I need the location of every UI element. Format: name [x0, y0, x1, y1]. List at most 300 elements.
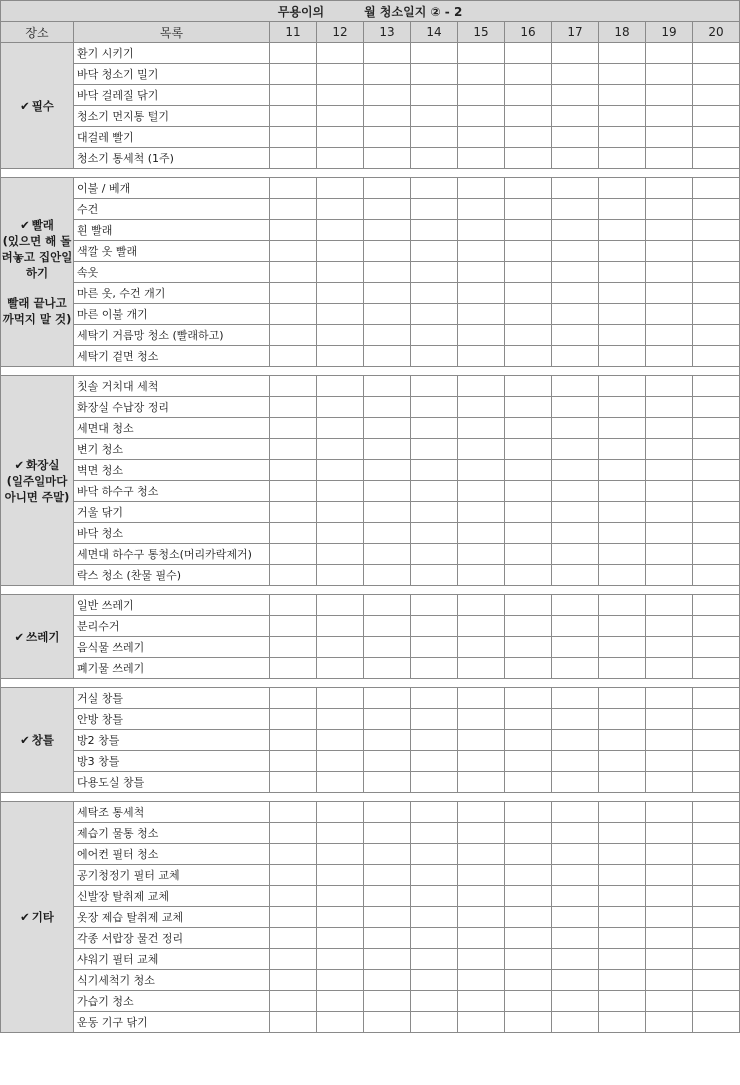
check-cell[interactable] [411, 178, 458, 199]
check-cell[interactable] [693, 64, 740, 85]
check-cell[interactable] [364, 709, 411, 730]
check-cell[interactable] [552, 970, 599, 991]
check-cell[interactable] [599, 199, 646, 220]
check-cell[interactable] [411, 43, 458, 64]
check-cell[interactable] [411, 523, 458, 544]
check-cell[interactable] [599, 220, 646, 241]
check-cell[interactable] [364, 85, 411, 106]
check-cell[interactable] [693, 220, 740, 241]
check-cell[interactable] [552, 439, 599, 460]
check-cell[interactable] [411, 637, 458, 658]
check-cell[interactable] [270, 178, 317, 199]
check-cell[interactable] [646, 262, 693, 283]
check-cell[interactable] [646, 523, 693, 544]
check-cell[interactable] [458, 772, 505, 793]
check-cell[interactable] [552, 772, 599, 793]
check-cell[interactable] [646, 127, 693, 148]
check-cell[interactable] [693, 907, 740, 928]
check-cell[interactable] [505, 991, 552, 1012]
check-cell[interactable] [458, 43, 505, 64]
check-cell[interactable] [364, 397, 411, 418]
check-cell[interactable] [270, 544, 317, 565]
check-cell[interactable] [505, 220, 552, 241]
check-cell[interactable] [270, 523, 317, 544]
check-cell[interactable] [693, 418, 740, 439]
check-cell[interactable] [693, 346, 740, 367]
check-cell[interactable] [411, 823, 458, 844]
check-cell[interactable] [270, 751, 317, 772]
check-cell[interactable] [411, 709, 458, 730]
check-cell[interactable] [552, 220, 599, 241]
check-cell[interactable] [458, 127, 505, 148]
check-cell[interactable] [599, 502, 646, 523]
check-cell[interactable] [599, 178, 646, 199]
check-cell[interactable] [411, 85, 458, 106]
check-cell[interactable] [693, 844, 740, 865]
check-cell[interactable] [270, 481, 317, 502]
check-cell[interactable] [646, 616, 693, 637]
check-cell[interactable] [693, 262, 740, 283]
check-cell[interactable] [599, 376, 646, 397]
check-cell[interactable] [411, 928, 458, 949]
check-cell[interactable] [599, 688, 646, 709]
check-cell[interactable] [693, 544, 740, 565]
check-cell[interactable] [411, 751, 458, 772]
check-cell[interactable] [458, 397, 505, 418]
check-cell[interactable] [505, 460, 552, 481]
check-cell[interactable] [505, 751, 552, 772]
check-cell[interactable] [364, 325, 411, 346]
check-cell[interactable] [270, 730, 317, 751]
check-cell[interactable] [364, 688, 411, 709]
check-cell[interactable] [552, 595, 599, 616]
check-cell[interactable] [505, 346, 552, 367]
check-cell[interactable] [411, 565, 458, 586]
check-cell[interactable] [693, 199, 740, 220]
check-cell[interactable] [505, 970, 552, 991]
check-cell[interactable] [552, 199, 599, 220]
check-cell[interactable] [646, 241, 693, 262]
check-cell[interactable] [317, 637, 364, 658]
check-cell[interactable] [458, 565, 505, 586]
check-cell[interactable] [458, 106, 505, 127]
check-cell[interactable] [458, 844, 505, 865]
check-cell[interactable] [317, 865, 364, 886]
check-cell[interactable] [646, 283, 693, 304]
check-cell[interactable] [458, 418, 505, 439]
check-cell[interactable] [693, 460, 740, 481]
check-cell[interactable] [317, 199, 364, 220]
check-cell[interactable] [458, 730, 505, 751]
check-cell[interactable] [552, 376, 599, 397]
check-cell[interactable] [646, 376, 693, 397]
check-cell[interactable] [552, 106, 599, 127]
check-cell[interactable] [317, 481, 364, 502]
check-cell[interactable] [599, 439, 646, 460]
check-cell[interactable] [364, 970, 411, 991]
check-cell[interactable] [270, 262, 317, 283]
check-cell[interactable] [458, 865, 505, 886]
check-cell[interactable] [693, 949, 740, 970]
check-cell[interactable] [505, 1012, 552, 1033]
check-cell[interactable] [411, 730, 458, 751]
check-cell[interactable] [364, 730, 411, 751]
check-cell[interactable] [364, 523, 411, 544]
check-cell[interactable] [317, 544, 364, 565]
check-cell[interactable] [552, 544, 599, 565]
check-cell[interactable] [364, 1012, 411, 1033]
check-cell[interactable] [505, 325, 552, 346]
check-cell[interactable] [411, 949, 458, 970]
check-cell[interactable] [364, 844, 411, 865]
check-cell[interactable] [552, 241, 599, 262]
check-cell[interactable] [458, 283, 505, 304]
check-cell[interactable] [505, 595, 552, 616]
check-cell[interactable] [693, 304, 740, 325]
check-cell[interactable] [599, 127, 646, 148]
check-cell[interactable] [364, 220, 411, 241]
check-cell[interactable] [364, 418, 411, 439]
check-cell[interactable] [317, 709, 364, 730]
check-cell[interactable] [693, 148, 740, 169]
check-cell[interactable] [599, 481, 646, 502]
check-cell[interactable] [364, 865, 411, 886]
check-cell[interactable] [458, 262, 505, 283]
check-cell[interactable] [693, 823, 740, 844]
check-cell[interactable] [599, 709, 646, 730]
check-cell[interactable] [552, 523, 599, 544]
check-cell[interactable] [364, 199, 411, 220]
check-cell[interactable] [505, 658, 552, 679]
check-cell[interactable] [270, 85, 317, 106]
check-cell[interactable] [505, 844, 552, 865]
check-cell[interactable] [270, 970, 317, 991]
check-cell[interactable] [693, 85, 740, 106]
check-cell[interactable] [364, 304, 411, 325]
check-cell[interactable] [693, 481, 740, 502]
check-cell[interactable] [646, 148, 693, 169]
check-cell[interactable] [646, 823, 693, 844]
check-cell[interactable] [458, 907, 505, 928]
check-cell[interactable] [693, 502, 740, 523]
check-cell[interactable] [646, 220, 693, 241]
check-cell[interactable] [505, 823, 552, 844]
check-cell[interactable] [505, 565, 552, 586]
check-cell[interactable] [411, 658, 458, 679]
check-cell[interactable] [317, 106, 364, 127]
check-cell[interactable] [505, 730, 552, 751]
check-cell[interactable] [411, 460, 458, 481]
check-cell[interactable] [364, 802, 411, 823]
check-cell[interactable] [646, 43, 693, 64]
check-cell[interactable] [693, 565, 740, 586]
check-cell[interactable] [270, 127, 317, 148]
check-cell[interactable] [458, 544, 505, 565]
check-cell[interactable] [599, 970, 646, 991]
check-cell[interactable] [270, 376, 317, 397]
check-cell[interactable] [552, 802, 599, 823]
check-cell[interactable] [552, 751, 599, 772]
check-cell[interactable] [599, 844, 646, 865]
check-cell[interactable] [599, 106, 646, 127]
check-cell[interactable] [317, 43, 364, 64]
check-cell[interactable] [646, 64, 693, 85]
check-cell[interactable] [693, 637, 740, 658]
check-cell[interactable] [552, 85, 599, 106]
check-cell[interactable] [317, 127, 364, 148]
check-cell[interactable] [411, 502, 458, 523]
check-cell[interactable] [505, 907, 552, 928]
check-cell[interactable] [599, 544, 646, 565]
check-cell[interactable] [364, 346, 411, 367]
check-cell[interactable] [458, 886, 505, 907]
check-cell[interactable] [317, 148, 364, 169]
check-cell[interactable] [693, 106, 740, 127]
check-cell[interactable] [411, 907, 458, 928]
check-cell[interactable] [599, 730, 646, 751]
check-cell[interactable] [599, 1012, 646, 1033]
check-cell[interactable] [458, 928, 505, 949]
check-cell[interactable] [317, 418, 364, 439]
check-cell[interactable] [411, 148, 458, 169]
check-cell[interactable] [505, 64, 552, 85]
check-cell[interactable] [646, 106, 693, 127]
check-cell[interactable] [270, 1012, 317, 1033]
check-cell[interactable] [411, 544, 458, 565]
check-cell[interactable] [411, 802, 458, 823]
check-cell[interactable] [364, 43, 411, 64]
check-cell[interactable] [599, 148, 646, 169]
check-cell[interactable] [317, 1012, 364, 1033]
check-cell[interactable] [270, 304, 317, 325]
check-cell[interactable] [270, 397, 317, 418]
check-cell[interactable] [411, 616, 458, 637]
check-cell[interactable] [505, 772, 552, 793]
check-cell[interactable] [646, 658, 693, 679]
check-cell[interactable] [646, 886, 693, 907]
check-cell[interactable] [317, 730, 364, 751]
check-cell[interactable] [599, 865, 646, 886]
check-cell[interactable] [599, 325, 646, 346]
check-cell[interactable] [317, 325, 364, 346]
check-cell[interactable] [364, 658, 411, 679]
check-cell[interactable] [552, 148, 599, 169]
check-cell[interactable] [364, 106, 411, 127]
check-cell[interactable] [693, 376, 740, 397]
check-cell[interactable] [646, 709, 693, 730]
check-cell[interactable] [270, 64, 317, 85]
check-cell[interactable] [411, 199, 458, 220]
check-cell[interactable] [458, 439, 505, 460]
check-cell[interactable] [552, 325, 599, 346]
check-cell[interactable] [599, 523, 646, 544]
check-cell[interactable] [458, 991, 505, 1012]
check-cell[interactable] [364, 616, 411, 637]
check-cell[interactable] [364, 595, 411, 616]
check-cell[interactable] [317, 376, 364, 397]
check-cell[interactable] [599, 283, 646, 304]
check-cell[interactable] [458, 502, 505, 523]
check-cell[interactable] [458, 325, 505, 346]
check-cell[interactable] [270, 928, 317, 949]
check-cell[interactable] [599, 949, 646, 970]
check-cell[interactable] [646, 502, 693, 523]
check-cell[interactable] [505, 802, 552, 823]
check-cell[interactable] [317, 460, 364, 481]
check-cell[interactable] [317, 85, 364, 106]
check-cell[interactable] [364, 127, 411, 148]
check-cell[interactable] [599, 772, 646, 793]
check-cell[interactable] [270, 106, 317, 127]
check-cell[interactable] [505, 928, 552, 949]
check-cell[interactable] [599, 907, 646, 928]
check-cell[interactable] [552, 949, 599, 970]
check-cell[interactable] [458, 637, 505, 658]
check-cell[interactable] [693, 886, 740, 907]
check-cell[interactable] [552, 928, 599, 949]
check-cell[interactable] [270, 949, 317, 970]
check-cell[interactable] [693, 43, 740, 64]
check-cell[interactable] [693, 325, 740, 346]
check-cell[interactable] [270, 502, 317, 523]
check-cell[interactable] [646, 418, 693, 439]
check-cell[interactable] [552, 397, 599, 418]
check-cell[interactable] [646, 907, 693, 928]
check-cell[interactable] [458, 460, 505, 481]
check-cell[interactable] [317, 64, 364, 85]
check-cell[interactable] [411, 220, 458, 241]
check-cell[interactable] [693, 658, 740, 679]
check-cell[interactable] [599, 262, 646, 283]
check-cell[interactable] [364, 460, 411, 481]
check-cell[interactable] [317, 751, 364, 772]
check-cell[interactable] [458, 148, 505, 169]
check-cell[interactable] [599, 991, 646, 1012]
check-cell[interactable] [458, 658, 505, 679]
check-cell[interactable] [646, 481, 693, 502]
check-cell[interactable] [693, 970, 740, 991]
check-cell[interactable] [270, 658, 317, 679]
check-cell[interactable] [646, 751, 693, 772]
check-cell[interactable] [458, 970, 505, 991]
check-cell[interactable] [646, 460, 693, 481]
check-cell[interactable] [599, 637, 646, 658]
check-cell[interactable] [317, 688, 364, 709]
check-cell[interactable] [646, 439, 693, 460]
check-cell[interactable] [599, 397, 646, 418]
check-cell[interactable] [364, 823, 411, 844]
check-cell[interactable] [317, 262, 364, 283]
check-cell[interactable] [505, 127, 552, 148]
check-cell[interactable] [552, 127, 599, 148]
check-cell[interactable] [364, 991, 411, 1012]
check-cell[interactable] [646, 949, 693, 970]
check-cell[interactable] [411, 1012, 458, 1033]
check-cell[interactable] [646, 199, 693, 220]
check-cell[interactable] [270, 346, 317, 367]
check-cell[interactable] [411, 970, 458, 991]
check-cell[interactable] [458, 304, 505, 325]
check-cell[interactable] [364, 886, 411, 907]
check-cell[interactable] [552, 688, 599, 709]
check-cell[interactable] [411, 865, 458, 886]
check-cell[interactable] [458, 595, 505, 616]
check-cell[interactable] [599, 886, 646, 907]
check-cell[interactable] [411, 418, 458, 439]
check-cell[interactable] [317, 928, 364, 949]
check-cell[interactable] [317, 178, 364, 199]
check-cell[interactable] [505, 418, 552, 439]
check-cell[interactable] [270, 844, 317, 865]
check-cell[interactable] [552, 709, 599, 730]
check-cell[interactable] [599, 658, 646, 679]
check-cell[interactable] [411, 64, 458, 85]
check-cell[interactable] [317, 241, 364, 262]
check-cell[interactable] [411, 688, 458, 709]
check-cell[interactable] [270, 637, 317, 658]
check-cell[interactable] [552, 907, 599, 928]
check-cell[interactable] [646, 178, 693, 199]
check-cell[interactable] [364, 544, 411, 565]
check-cell[interactable] [693, 523, 740, 544]
check-cell[interactable] [364, 502, 411, 523]
check-cell[interactable] [270, 616, 317, 637]
check-cell[interactable] [693, 127, 740, 148]
check-cell[interactable] [505, 43, 552, 64]
check-cell[interactable] [552, 823, 599, 844]
check-cell[interactable] [270, 43, 317, 64]
check-cell[interactable] [458, 376, 505, 397]
check-cell[interactable] [646, 544, 693, 565]
check-cell[interactable] [458, 481, 505, 502]
check-cell[interactable] [317, 772, 364, 793]
check-cell[interactable] [505, 949, 552, 970]
check-cell[interactable] [505, 262, 552, 283]
check-cell[interactable] [458, 802, 505, 823]
check-cell[interactable] [599, 595, 646, 616]
check-cell[interactable] [317, 304, 364, 325]
check-cell[interactable] [270, 460, 317, 481]
check-cell[interactable] [505, 637, 552, 658]
check-cell[interactable] [505, 283, 552, 304]
check-cell[interactable] [646, 346, 693, 367]
check-cell[interactable] [411, 439, 458, 460]
check-cell[interactable] [458, 823, 505, 844]
check-cell[interactable] [364, 439, 411, 460]
check-cell[interactable] [599, 460, 646, 481]
check-cell[interactable] [552, 565, 599, 586]
check-cell[interactable] [411, 325, 458, 346]
check-cell[interactable] [693, 709, 740, 730]
check-cell[interactable] [599, 616, 646, 637]
check-cell[interactable] [646, 1012, 693, 1033]
check-cell[interactable] [411, 772, 458, 793]
check-cell[interactable] [458, 949, 505, 970]
check-cell[interactable] [505, 439, 552, 460]
check-cell[interactable] [646, 85, 693, 106]
check-cell[interactable] [411, 304, 458, 325]
check-cell[interactable] [505, 241, 552, 262]
check-cell[interactable] [364, 928, 411, 949]
check-cell[interactable] [552, 502, 599, 523]
check-cell[interactable] [646, 397, 693, 418]
check-cell[interactable] [646, 970, 693, 991]
check-cell[interactable] [317, 397, 364, 418]
check-cell[interactable] [505, 502, 552, 523]
check-cell[interactable] [458, 85, 505, 106]
check-cell[interactable] [693, 865, 740, 886]
check-cell[interactable] [646, 565, 693, 586]
